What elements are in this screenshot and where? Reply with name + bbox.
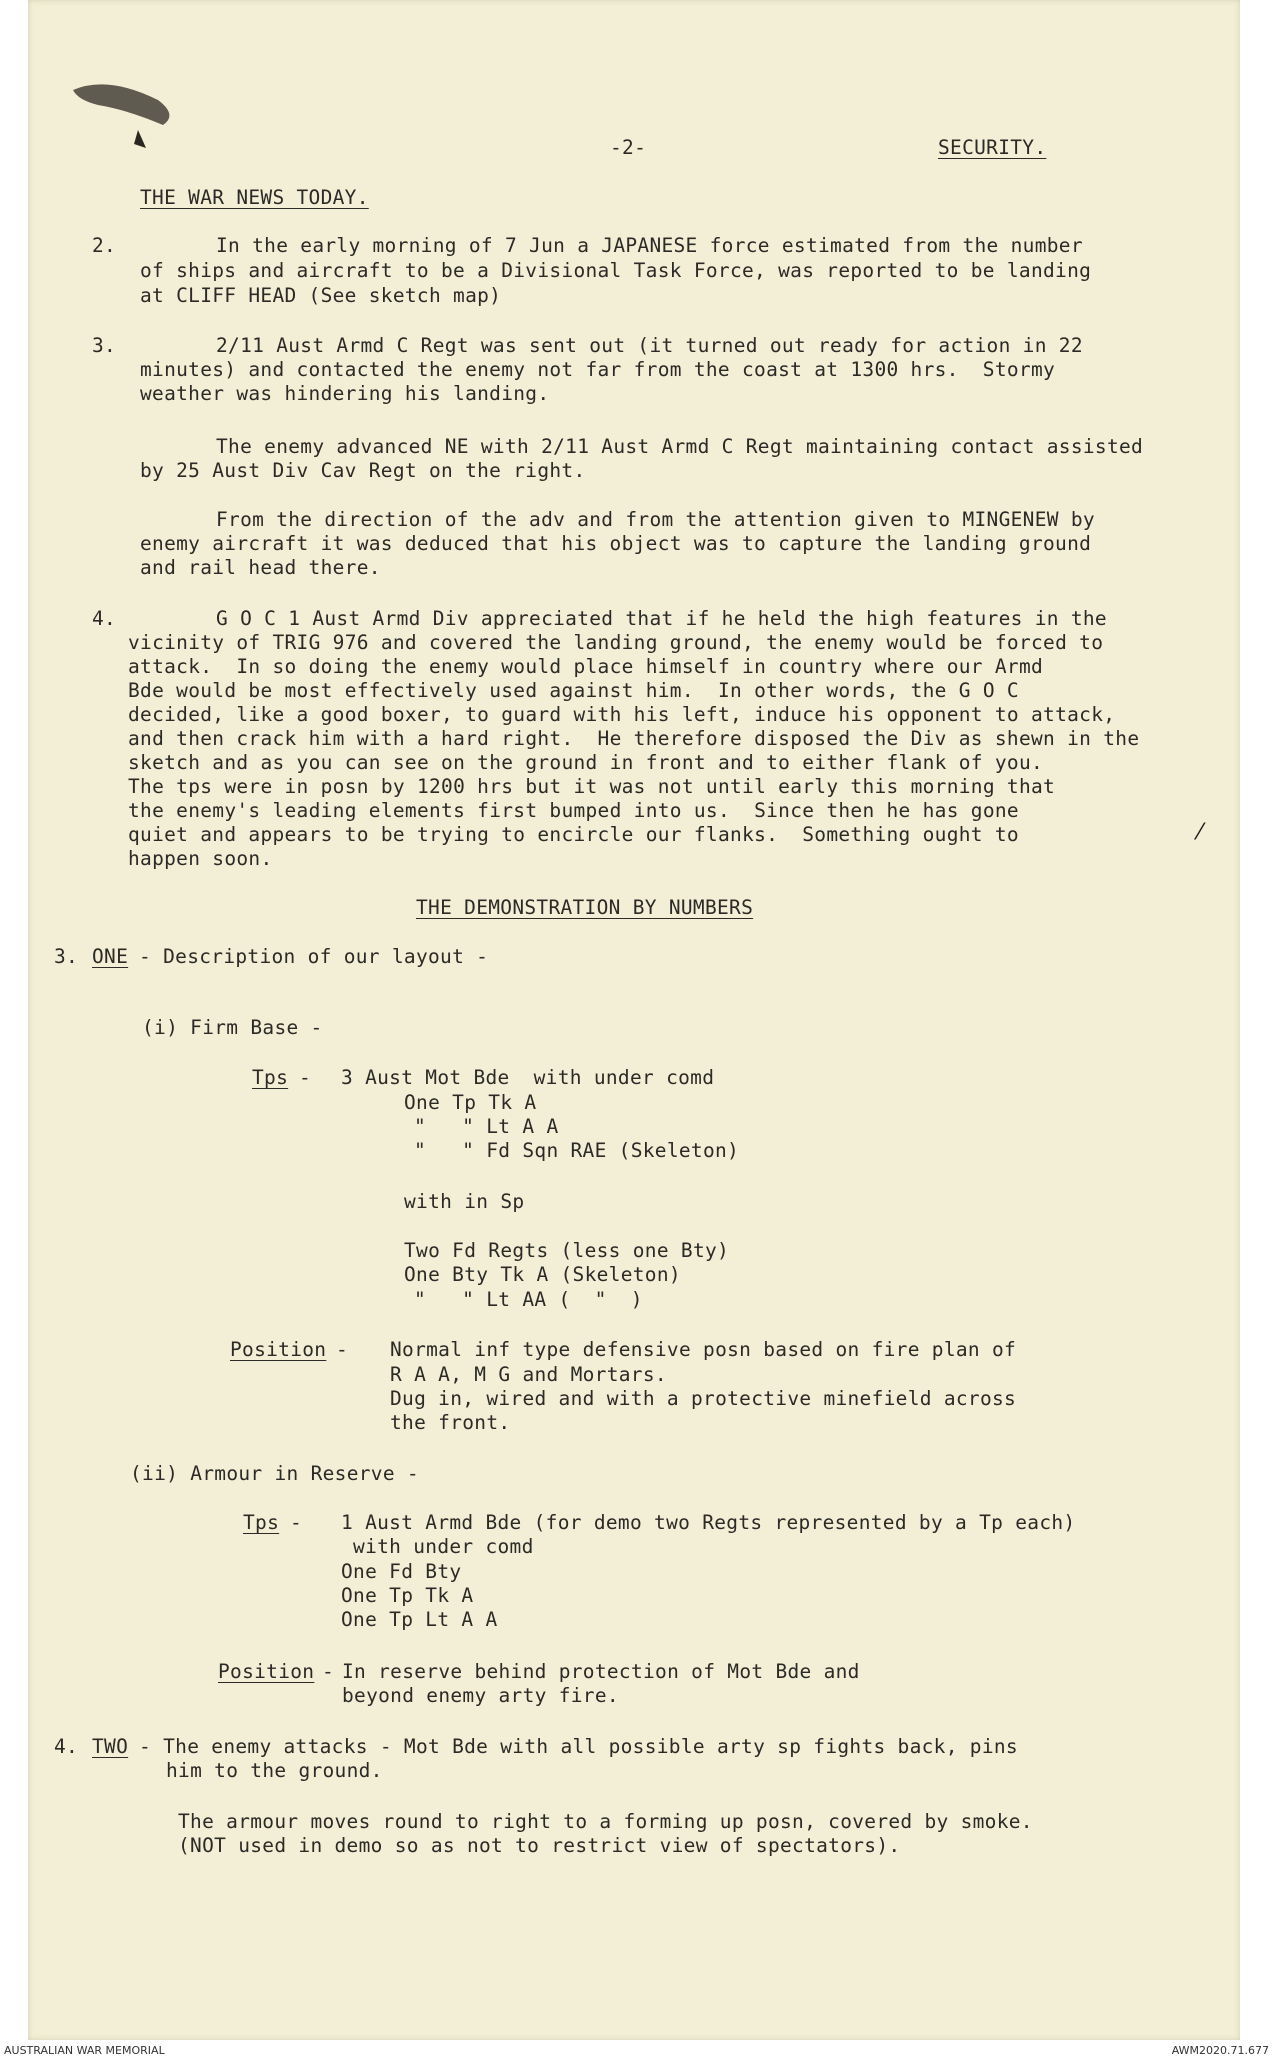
para-4-line: decided, like a good boxer, to guard with his left, induce his opponent to attack,: [128, 703, 1116, 726]
position-line: the front.: [390, 1411, 511, 1434]
reserve-line: One Fd Bty: [341, 1560, 462, 1583]
firm-base-heading: (i) Firm Base -: [142, 1016, 323, 1039]
security-label: SECURITY.: [938, 136, 1047, 159]
armour-reserve-heading: (ii) Armour in Reserve -: [130, 1462, 419, 1485]
demonstration-heading: THE DEMONSTRATION BY NUMBERS: [416, 896, 754, 919]
para-4-line: Bde would be most effectively used against him. In other words, the G O C: [128, 679, 1019, 702]
para-4-line: G O C 1 Aust Armd Div appreciated that if he held the high features in the: [216, 607, 1107, 630]
para-3-line: weather was hindering his landing.: [140, 382, 550, 405]
section-3-number: 3.: [54, 945, 79, 968]
troop-line: " " Fd Sqn RAE (Skeleton): [414, 1139, 740, 1162]
para-3-line: 2/11 Aust Armd C Regt was sent out (it turned out ready for action in 22: [216, 334, 1083, 357]
troop-line: 3 Aust Mot Bde with under comd: [341, 1066, 715, 1089]
footer-right: AWM2020.71.677: [1171, 2044, 1269, 2057]
para-3b-line: by 25 Aust Div Cav Regt on the right.: [140, 459, 586, 482]
tps-label: Tps: [252, 1066, 289, 1089]
para-3b-line: The enemy advanced NE with 2/11 Aust Armd C Regt maintaining contact assisted: [216, 435, 1144, 458]
margin-mark: ⁄: [1198, 820, 1202, 845]
support-line: " " Lt AA ( " ): [414, 1288, 643, 1311]
position2-dash: -: [322, 1660, 335, 1683]
position-line: R A A, M G and Mortars.: [390, 1363, 667, 1386]
section-4-text: - The enemy attacks - Mot Bde with all possible arty sp fights back, pins: [127, 1735, 1018, 1758]
reserve-position-line: beyond enemy arty fire.: [342, 1684, 619, 1707]
section-4-key: TWO: [92, 1735, 129, 1758]
section-4-para-line: The armour moves round to right to a forming up posn, covered by smoke.: [178, 1810, 1033, 1833]
section-4-line2: him to the ground.: [166, 1759, 383, 1782]
para-4-line: and then crack him with a hard right. He therefore disposed the Div as shewn in the: [128, 727, 1140, 750]
para-3c-line: and rail head there.: [140, 556, 381, 579]
reserve-line: One Tp Lt A A: [341, 1608, 498, 1631]
troop-line: " " Lt A A: [414, 1115, 559, 1138]
section-3-key: ONE: [92, 945, 129, 968]
position2-label: Position: [218, 1660, 315, 1683]
reserve-line: with under comd: [341, 1535, 534, 1558]
document-page: [28, 0, 1240, 2040]
para-3c-line: From the direction of the adv and from the attention given to MINGENEW by: [216, 508, 1095, 531]
section-3-title: - Description of our layout -: [127, 945, 489, 968]
tps2-label: Tps: [243, 1511, 280, 1534]
position-line: Dug in, wired and with a protective minefield across: [390, 1387, 1017, 1410]
para-4-line: quiet and appears to be trying to encircle our flanks. Something ought to: [128, 823, 1019, 846]
para-4-number: 4.: [92, 607, 117, 630]
reserve-line: 1 Aust Armd Bde (for demo two Regts represented by a Tp each): [341, 1511, 1076, 1534]
para-4-line: attack. In so doing the enemy would place himself in country where our Armd: [128, 655, 1044, 678]
para-4-line: vicinity of TRIG 976 and covered the landing ground, the enemy would be forced to: [128, 631, 1104, 654]
position-line: Normal inf type defensive posn based on fire plan of: [390, 1338, 1017, 1361]
section-4-para-line: (NOT used in demo so as not to restrict view of spectators).: [178, 1834, 901, 1857]
tps2-dash: -: [278, 1511, 303, 1534]
war-news-heading: THE WAR NEWS TODAY.: [140, 186, 369, 209]
para-4-line: happen soon.: [128, 847, 273, 870]
para-4-line: sketch and as you can see on the ground in front and to either flank of you.: [128, 751, 1044, 774]
para-2-line: In the early morning of 7 Jun a JAPANESE force estimated from the number: [216, 234, 1083, 257]
support-line: Two Fd Regts (less one Bty): [404, 1239, 730, 1262]
page-number: -2-: [610, 136, 647, 159]
troop-line: One Tp Tk A: [404, 1091, 537, 1114]
para-3c-line: enemy aircraft it was deduced that his object was to capture the landing ground: [140, 532, 1092, 555]
footer-left: AUSTRALIAN WAR MEMORIAL: [4, 2044, 165, 2057]
ink-stain-mark: [68, 70, 208, 160]
reserve-position-line: In reserve behind protection of Mot Bde and: [342, 1660, 860, 1683]
para-2-line: at CLIFF HEAD (See sketch map): [140, 284, 502, 307]
para-4-line: The tps were in posn by 1200 hrs but it was not until early this morning that: [128, 775, 1056, 798]
para-2-number: 2.: [92, 234, 117, 257]
position-label: Position: [230, 1338, 327, 1361]
with-in-sp: with in Sp: [404, 1190, 525, 1213]
support-line: One Bty Tk A (Skeleton): [404, 1263, 681, 1286]
tps-dash: -: [287, 1066, 312, 1089]
para-4-line: the enemy's leading elements first bumped into us. Since then he has gone: [128, 799, 1019, 822]
para-2-line: of ships and aircraft to be a Divisional Task Force, was reported to be landing: [140, 259, 1092, 282]
section-4-number: 4.: [54, 1735, 79, 1758]
position-dash: -: [324, 1338, 349, 1361]
para-3-line: minutes) and contacted the enemy not far from the coast at 1300 hrs. Stormy: [140, 358, 1056, 381]
para-3-number: 3.: [92, 334, 117, 357]
reserve-line: One Tp Tk A: [341, 1584, 474, 1607]
